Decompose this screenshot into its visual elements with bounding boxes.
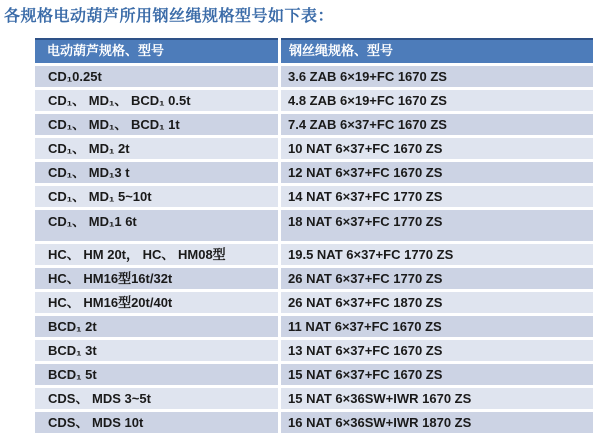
table-row	[35, 292, 593, 313]
page-title: 各规格电动葫芦所用钢丝绳规格型号如下表：	[4, 8, 335, 25]
table-body	[35, 66, 593, 433]
rope-spec-cell: 10 NAT 6×37+FC 1670 ZS	[281, 138, 593, 159]
column-header-rope-spec: 钢丝绳规格、型号	[281, 38, 593, 63]
table-row	[35, 268, 593, 289]
table-row	[35, 114, 593, 135]
table-row	[35, 138, 593, 159]
table-row	[35, 388, 593, 409]
hoist-model-cell: CDS、 MDS 3~5t	[35, 388, 278, 409]
hoist-model-cell: CD₁、 MD₁、 BCD₁ 1t	[35, 114, 278, 135]
table-row	[35, 340, 593, 361]
hoist-model-cell: CD₁、 MD₁3 t	[35, 162, 278, 183]
hoist-model-cell: CD₁0.25t	[35, 66, 278, 87]
table-row	[35, 412, 593, 433]
table-row	[35, 66, 593, 87]
table-row	[35, 364, 593, 385]
rope-spec-cell: 11 NAT 6×37+FC 1670 ZS	[281, 316, 593, 337]
table-row	[35, 316, 593, 337]
hoist-model-cell: BCD₁ 2t	[35, 316, 278, 337]
table-header-row	[35, 38, 593, 63]
hoist-model-cell: BCD₁ 3t	[35, 340, 278, 361]
table-row	[35, 162, 593, 183]
rope-spec-cell: 14 NAT 6×37+FC 1770 ZS	[281, 186, 593, 207]
hoist-model-cell: CD₁、 MD₁1 6t	[35, 210, 278, 241]
hoist-model-cell: CD₁、 MD₁、 BCD₁ 0.5t	[35, 90, 278, 111]
rope-spec-cell: 18 NAT 6×37+FC 1770 ZS	[281, 210, 593, 241]
table-row	[35, 244, 593, 265]
table-row	[35, 90, 593, 111]
rope-spec-cell: 19.5 NAT 6×37+FC 1770 ZS	[281, 244, 593, 265]
hoist-model-cell: CDS、 MDS 10t	[35, 412, 278, 433]
hoist-model-cell: CD₁、 MD₁ 5~10t	[35, 186, 278, 207]
hoist-model-cell: BCD₁ 5t	[35, 364, 278, 385]
hoist-model-cell: HC、 HM16型16t/32t	[35, 268, 278, 289]
hoist-model-cell: CD₁、 MD₁ 2t	[35, 138, 278, 159]
rope-spec-cell: 7.4 ZAB 6×37+FC 1670 ZS	[281, 114, 593, 135]
wire-rope-spec-table	[35, 38, 593, 433]
rope-spec-cell: 15 NAT 6×36SW+IWR 1670 ZS	[281, 388, 593, 409]
column-header-hoist-spec: 电动葫芦规格、型号	[35, 38, 278, 63]
rope-spec-cell: 12 NAT 6×37+FC 1670 ZS	[281, 162, 593, 183]
rope-spec-cell: 3.6 ZAB 6×19+FC 1670 ZS	[281, 66, 593, 87]
rope-spec-cell: 26 NAT 6×37+FC 1770 ZS	[281, 268, 593, 289]
rope-spec-cell: 26 NAT 6×37+FC 1870 ZS	[281, 292, 593, 313]
hoist-model-cell: HC、 HM16型20t/40t	[35, 292, 278, 313]
rope-spec-cell: 13 NAT 6×37+FC 1670 ZS	[281, 340, 593, 361]
rope-spec-cell: 4.8 ZAB 6×19+FC 1670 ZS	[281, 90, 593, 111]
table-row	[35, 210, 593, 241]
rope-spec-cell: 16 NAT 6×36SW+IWR 1870 ZS	[281, 412, 593, 433]
hoist-model-cell: HC、 HM 20t， HC、 HM08型	[35, 244, 278, 265]
rope-spec-cell: 15 NAT 6×37+FC 1670 ZS	[281, 364, 593, 385]
table-row	[35, 186, 593, 207]
